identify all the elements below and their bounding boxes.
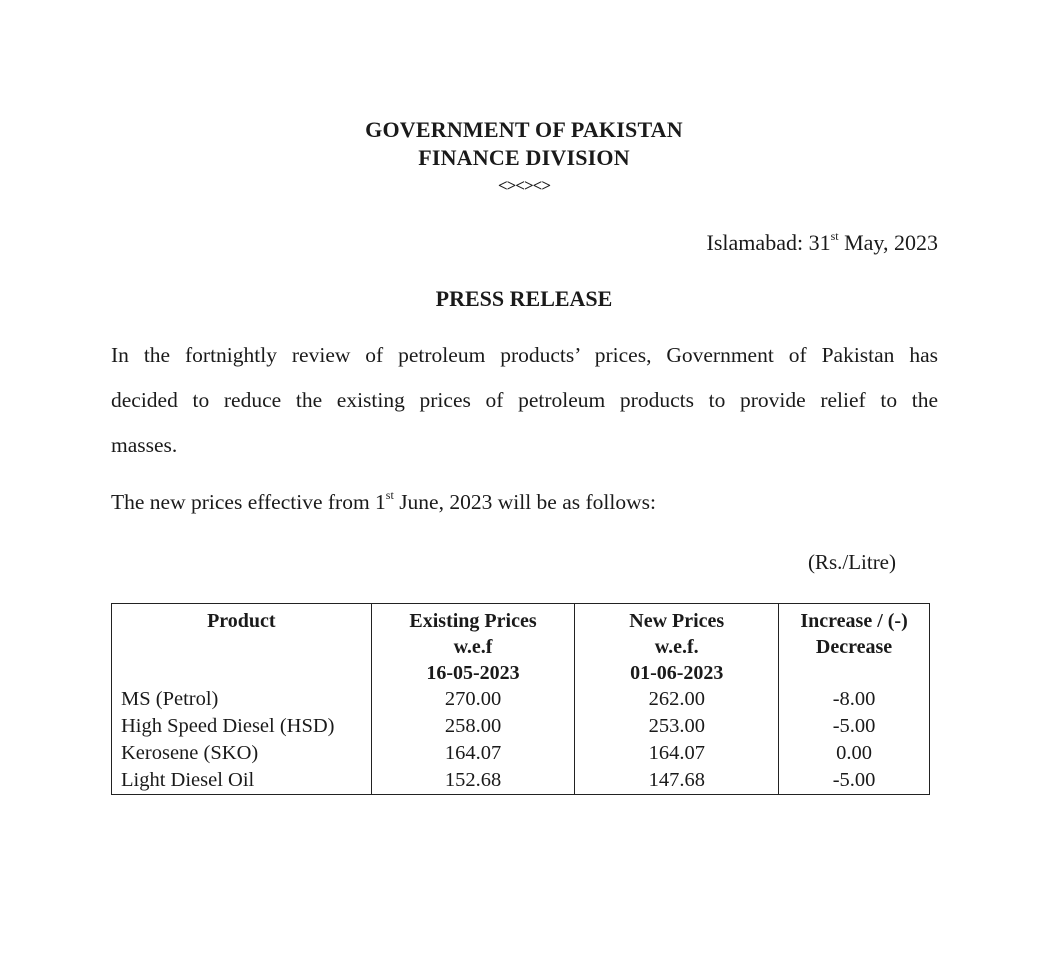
product-name: High Speed Diesel (HSD) bbox=[112, 713, 372, 740]
ministry-title: GOVERNMENT OF PAKISTAN bbox=[365, 117, 683, 142]
header-product bbox=[112, 604, 372, 687]
header-existing-line2: w.e.f bbox=[453, 636, 493, 658]
effective-prefix: The new prices effective from 1 bbox=[111, 490, 386, 514]
header-new-line3: 01-06-2023 bbox=[630, 662, 724, 684]
intro-line-3: masses. bbox=[111, 433, 178, 457]
price-change: 0.00 bbox=[779, 740, 930, 767]
table-row bbox=[112, 686, 930, 713]
table-header-row bbox=[112, 604, 930, 687]
intro-line-2: decided to reduce the existing prices of petroleum products to provide relief to the bbox=[111, 388, 938, 412]
new-price: 253.00 bbox=[575, 713, 779, 740]
header-change-line1: Increase / (-) bbox=[800, 610, 908, 632]
dateline-rest: May, 2023 bbox=[838, 230, 938, 255]
header-existing-prices bbox=[371, 604, 575, 687]
header-change bbox=[779, 604, 930, 687]
effective-ordinal: st bbox=[385, 487, 394, 502]
product-name: Light Diesel Oil bbox=[112, 767, 372, 795]
table-row bbox=[112, 740, 930, 767]
table-row bbox=[112, 767, 930, 795]
price-change: -5.00 bbox=[779, 767, 930, 795]
intro-paragraph bbox=[111, 343, 938, 463]
division-title: FINANCE DIVISION bbox=[418, 145, 630, 170]
new-price: 262.00 bbox=[575, 686, 779, 713]
dateline-prefix: Islamabad: 31 bbox=[706, 230, 831, 255]
existing-price: 152.68 bbox=[371, 767, 575, 795]
product-name: MS (Petrol) bbox=[112, 686, 372, 713]
intro-line-1: In the fortnightly review of petroleum products’ prices, Government of Pakistan has bbox=[111, 343, 938, 367]
effective-rest: June, 2023 will be as follows: bbox=[393, 490, 656, 514]
effective-date-paragraph bbox=[111, 487, 938, 515]
new-price: 147.68 bbox=[575, 767, 779, 795]
header-new-line1: New Prices bbox=[629, 610, 725, 632]
dateline-ordinal: st bbox=[830, 228, 839, 243]
header-product-line1: Product bbox=[207, 610, 276, 632]
price-change: -8.00 bbox=[779, 686, 930, 713]
header-existing-line3: 16-05-2023 bbox=[426, 662, 520, 684]
header-new-line2: w.e.f. bbox=[654, 636, 699, 658]
header-change-line2: Decrease bbox=[815, 636, 893, 658]
header-existing-line1: Existing Prices bbox=[409, 610, 537, 632]
existing-price: 164.07 bbox=[371, 740, 575, 767]
press-release-title: PRESS RELEASE bbox=[435, 286, 613, 311]
table-row bbox=[112, 713, 930, 740]
header-new-prices bbox=[575, 604, 779, 687]
new-price: 164.07 bbox=[575, 740, 779, 767]
existing-price: 270.00 bbox=[371, 686, 575, 713]
dateline bbox=[707, 230, 938, 256]
product-name: Kerosene (SKO) bbox=[112, 740, 372, 767]
existing-price: 258.00 bbox=[371, 713, 575, 740]
price-change: -5.00 bbox=[779, 713, 930, 740]
unit-label: (Rs./Litre) bbox=[807, 550, 896, 574]
price-table bbox=[111, 603, 930, 795]
header-ornament: <><><> bbox=[497, 176, 551, 195]
